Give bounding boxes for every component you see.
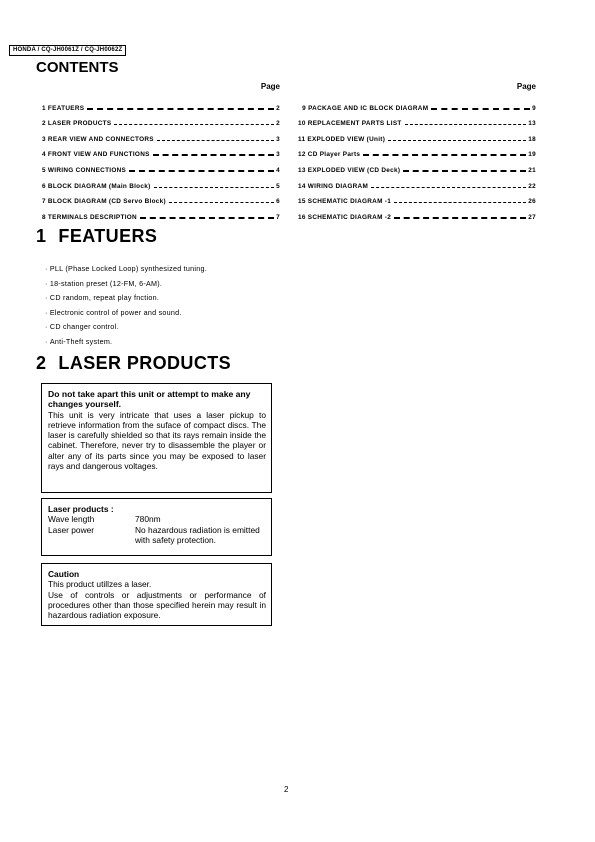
spec-value: 780nm bbox=[135, 514, 161, 525]
toc-entry-page: 3 bbox=[276, 151, 280, 159]
toc-right-column bbox=[298, 82, 536, 221]
toc-entry-label: 15 SCHEMATIC DIAGRAM -1 bbox=[298, 198, 392, 206]
laser-spec-box bbox=[41, 498, 272, 556]
section-number: 1 bbox=[36, 226, 47, 246]
toc-entry[interactable] bbox=[298, 158, 536, 174]
toc-entry-label: 14 WIRING DIAGRAM bbox=[298, 182, 369, 190]
toc-leader bbox=[394, 217, 526, 219]
list-item: · PLL (Phase Locked Loop) synthesized tuning. bbox=[45, 262, 207, 277]
section-heading-laser-products bbox=[36, 353, 231, 374]
toc-entry[interactable] bbox=[298, 190, 536, 206]
toc-entry[interactable] bbox=[298, 174, 536, 190]
spec-label: Laser power bbox=[48, 524, 95, 535]
toc-leader bbox=[363, 154, 526, 156]
toc-page-header: Page bbox=[260, 82, 280, 91]
toc-entry-label: 16 SCHEMATIC DIAGRAM -2 bbox=[298, 213, 392, 221]
toc-leader bbox=[403, 170, 526, 172]
toc-entry-label: 7 BLOCK DIAGRAM (CD Servo Block) bbox=[42, 198, 166, 206]
warning-title: Do not take apart this unit or attempt to make any changes yourself. bbox=[48, 389, 251, 410]
toc-entry-label: 3 REAR VIEW AND CONNECTORS bbox=[42, 135, 154, 143]
section-title-text: FEATUERS bbox=[58, 226, 158, 246]
toc-entry[interactable] bbox=[42, 158, 280, 174]
document-header-tag: HONDA / CQ-JH0061Z / CQ-JH0062Z bbox=[9, 45, 126, 56]
toc-entry-page: 26 bbox=[528, 198, 536, 206]
list-item: · 18-station preset (12-FM, 6-AM). bbox=[45, 277, 207, 292]
toc-leader bbox=[140, 217, 274, 219]
toc-leader bbox=[87, 108, 274, 110]
toc-entry-page: 27 bbox=[528, 213, 536, 221]
toc-entry-label: 11 EXPLODED VIEW (Unit) bbox=[298, 135, 386, 143]
section-number: 2 bbox=[36, 353, 47, 373]
caution-line: This product utillzes a laser. bbox=[48, 579, 152, 590]
toc-entry[interactable] bbox=[42, 112, 280, 128]
toc-leader bbox=[153, 154, 274, 156]
caution-title: Caution bbox=[48, 569, 80, 579]
toc-entry-label: 2 LASER PRODUCTS bbox=[42, 120, 112, 128]
toc-entry-page: 7 bbox=[276, 213, 280, 221]
section-title-text: LASER PRODUCTS bbox=[58, 353, 232, 373]
spec-row-wave-length bbox=[48, 514, 265, 524]
toc-entry-label: 1 FEATUERS bbox=[42, 104, 85, 112]
toc-entry-label: 5 WIRING CONNECTIONS bbox=[42, 166, 127, 174]
toc-leader bbox=[394, 202, 526, 203]
spec-row-laser-power bbox=[48, 525, 265, 546]
spec-value: No hazardous radiation is emitted with safety protection. bbox=[135, 524, 260, 545]
toc-leader bbox=[154, 187, 275, 188]
warning-body: This unit is very intricate that uses a laser pickup to retrieve information from the suface of compact discs. The laser is carefully shielded so that its rays remain inside the cabinet. Therefore, never try to disassemble the player or alter any of its parts since you may be exposed to laser rays and dangerous voltages. bbox=[48, 409, 266, 472]
toc-leader bbox=[371, 187, 526, 188]
toc-leader bbox=[129, 170, 274, 172]
toc-entry[interactable] bbox=[42, 143, 280, 159]
toc-leader bbox=[169, 202, 274, 203]
toc-entry-page: 2 bbox=[276, 120, 280, 128]
toc-entry[interactable] bbox=[42, 174, 280, 190]
toc-entry-label: 12 CD Player Parts bbox=[298, 151, 361, 159]
toc-entry[interactable] bbox=[298, 143, 536, 159]
toc-entry-label: 9 PACKAGE AND IC BLOCK DIAGRAM bbox=[298, 104, 429, 112]
toc-leader bbox=[405, 124, 527, 125]
section-heading-features bbox=[36, 226, 157, 247]
toc-leader bbox=[157, 140, 274, 141]
toc-entry-label: 8 TERMINALS DESCRIPTION bbox=[42, 213, 137, 221]
toc-entry-page: 2 bbox=[276, 104, 280, 112]
toc-entry[interactable] bbox=[298, 127, 536, 143]
toc-entry[interactable] bbox=[42, 205, 280, 221]
toc-entry-page: 6 bbox=[276, 198, 280, 206]
list-item: · CD random, repeat play fnction. bbox=[45, 291, 207, 306]
list-item: · Electronic control of power and sound. bbox=[45, 306, 207, 321]
toc-leader bbox=[114, 124, 274, 125]
toc-leader bbox=[431, 108, 530, 110]
toc-entry-page: 19 bbox=[528, 151, 536, 159]
toc-entry[interactable] bbox=[298, 112, 536, 128]
toc-entry-page: 13 bbox=[528, 120, 536, 128]
list-item: · CD changer control. bbox=[45, 320, 207, 335]
toc-entry-label: 13 EXPLODED VIEW (CD Deck) bbox=[298, 166, 401, 174]
toc-entry-page: 9 bbox=[532, 104, 536, 112]
laser-warning-box bbox=[41, 383, 272, 493]
toc-entry-page: 5 bbox=[276, 182, 280, 190]
toc-entry-page: 18 bbox=[528, 135, 536, 143]
toc-left-column bbox=[42, 82, 280, 221]
toc-entry[interactable] bbox=[298, 96, 536, 112]
toc-entry[interactable] bbox=[42, 190, 280, 206]
page-number: 2 bbox=[284, 785, 289, 794]
toc-entry-page: 3 bbox=[276, 135, 280, 143]
toc-leader bbox=[388, 140, 526, 141]
spec-label: Wave length bbox=[48, 514, 95, 525]
toc-page-header: Page bbox=[516, 82, 536, 91]
toc-entry-page: 4 bbox=[276, 166, 280, 174]
toc-entry[interactable] bbox=[42, 127, 280, 143]
caution-body: Use of controls or adjustments or performance of procedures other than those specified herein may result in hazardous radiation exposure. bbox=[48, 589, 266, 621]
toc-entry[interactable] bbox=[298, 205, 536, 221]
contents-title: CONTENTS bbox=[36, 59, 119, 76]
toc-entry-page: 21 bbox=[528, 166, 536, 174]
toc-entry[interactable] bbox=[42, 96, 280, 112]
toc-entry-label: 6 BLOCK DIAGRAM (Main Block) bbox=[42, 182, 151, 190]
caution-box bbox=[41, 563, 272, 626]
list-item: · Anti-Theft system. bbox=[45, 335, 207, 350]
spec-title: Laser products : bbox=[48, 504, 114, 514]
toc-entry-label: 4 FRONT VIEW AND FUNCTIONS bbox=[42, 151, 150, 159]
toc-entry-page: 22 bbox=[528, 182, 536, 190]
toc-entry-label: 10 REPLACEMENT PARTS LIST bbox=[298, 120, 402, 128]
features-list bbox=[45, 262, 207, 350]
